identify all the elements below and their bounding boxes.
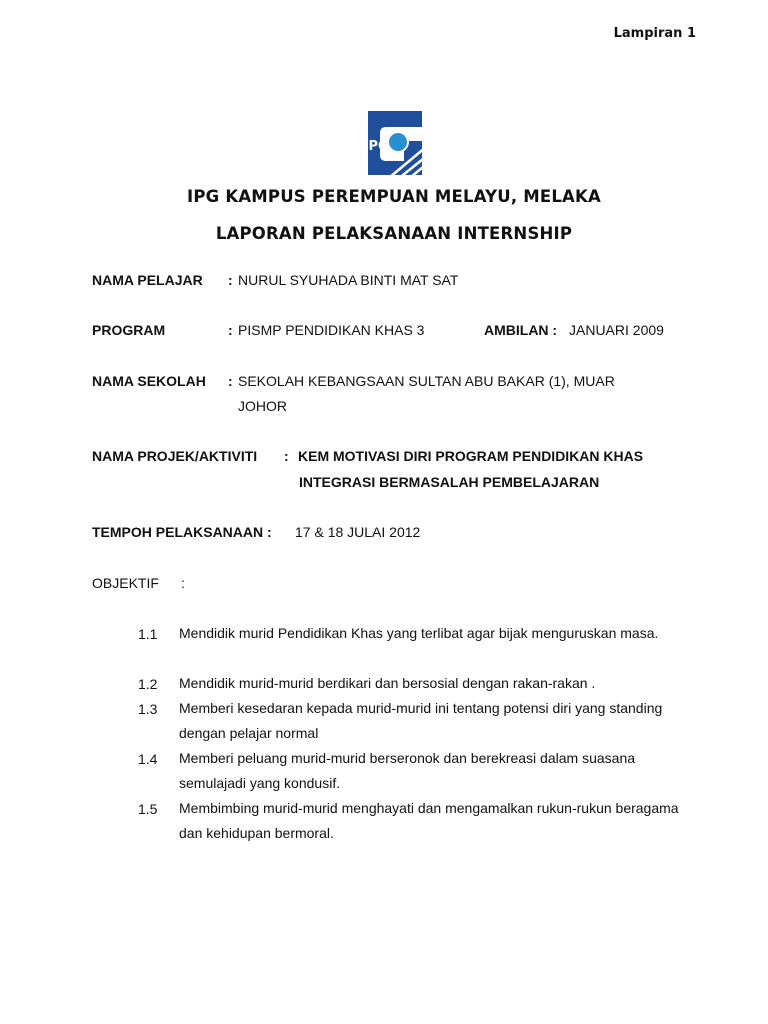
- program-colon: :: [228, 322, 233, 338]
- lampiran-label: Lampiran 1: [613, 26, 696, 41]
- tempoh-value: 17 & 18 JULAI 2012: [295, 524, 421, 540]
- objektif-num-1: 1.1: [138, 626, 158, 642]
- objektif-text-5: Membimbing murid-murid menghayati dan mengamalkan rukun-rukun beragama dan kehidupan bermoral.: [179, 800, 679, 841]
- nama-sekolah-label: NAMA SEKOLAH: [92, 373, 206, 389]
- institution-title: IPG KAMPUS PEREMPUAN MELAYU, MELAKA: [187, 187, 601, 206]
- objektif-text-1: Mendidik murid Pendidikan Khas yang terlibat agar bijak menguruskan masa.: [179, 625, 659, 641]
- objektif-num-2: 1.2: [138, 676, 158, 692]
- program-label: PROGRAM: [92, 322, 166, 338]
- logo-text: iPG: [364, 139, 389, 154]
- nama-sekolah-value-line1: SEKOLAH KEBANGSAAN SULTAN ABU BAKAR (1), MUAR: [238, 373, 615, 389]
- objektif-label: OBJEKTIF: [92, 575, 159, 591]
- ambilan-value: JANUARI 2009: [569, 322, 664, 338]
- objektif-num-4: 1.4: [138, 751, 158, 767]
- program-value: PISMP PENDIDIKAN KHAS 3: [238, 322, 425, 338]
- objektif-num-3: 1.3: [138, 701, 158, 717]
- report-title: LAPORAN PELAKSANAAN INTERNSHIP: [215, 224, 573, 243]
- projek-value-line1: KEM MOTIVASI DIRI PROGRAM PENDIDIKAN KHAS: [298, 448, 644, 464]
- projek-label: NAMA PROJEK/AKTIVITI: [92, 448, 258, 464]
- projek-colon: :: [284, 448, 289, 464]
- nama-pelajar-colon: :: [228, 272, 233, 288]
- ambilan-label: AMBILAN :: [484, 322, 558, 338]
- objektif-num-5: 1.5: [138, 801, 158, 817]
- nama-pelajar-label: NAMA PELAJAR: [92, 272, 203, 288]
- objektif-text-2: Mendidik murid-murid berdikari dan bersosial dengan rakan-rakan .: [179, 675, 596, 691]
- projek-value-line2: INTEGRASI BERMASALAH PEMBELAJARAN: [299, 474, 600, 490]
- objektif-text-4: Memberi peluang murid-murid berseronok dan berekreasi dalam suasana semulajadi yang kondusif.: [179, 750, 636, 791]
- objektif-colon: :: [181, 575, 185, 591]
- tempoh-label: TEMPOH PELAKSANAAN :: [92, 524, 272, 540]
- nama-sekolah-value-line2: JOHOR: [238, 398, 287, 414]
- nama-sekolah-colon: :: [228, 373, 233, 389]
- ipg-logo: [360, 105, 428, 181]
- objektif-text-3: Memberi kesedaran kepada murid-murid ini tentang potensi diri yang standing dengan pelajar normal: [179, 700, 663, 741]
- nama-pelajar-value: NURUL SYUHADA BINTI MAT SAT: [238, 272, 459, 288]
